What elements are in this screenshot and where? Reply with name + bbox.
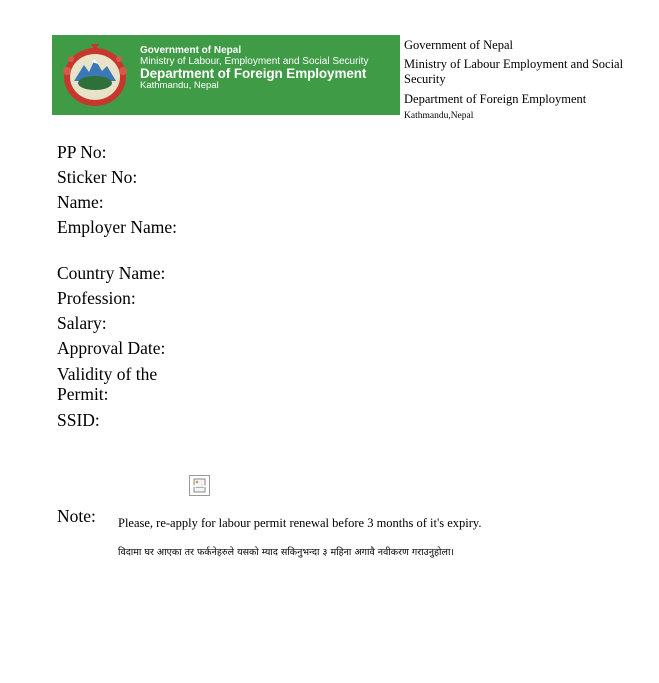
banner-government: Government of Nepal (140, 45, 242, 56)
broken-image-icon (189, 475, 210, 496)
banner-text (140, 46, 368, 91)
side-department: Department of Foreign Employment (404, 91, 587, 106)
banner-ministry: Ministry of Labour, Employment and Social Security (140, 55, 369, 67)
banner-location: Kathmandu, Nepal (140, 80, 219, 92)
note-nepali: विदामा घर आएका तर फर्कनेहरुले यसको म्याद सकिनुभन्दा ३ महिना अगावै नवीकरण गराउनुहोला। (118, 547, 455, 558)
field-employer-name: Employer Name: (57, 217, 178, 237)
side-header (404, 38, 639, 125)
field-validity: Validity of the Permit: (57, 364, 158, 404)
field-name: Name: (57, 192, 104, 212)
note-label: Note: (57, 506, 96, 526)
field-salary: Salary: (57, 313, 107, 333)
field-pp-no: PP No: (57, 142, 107, 162)
note-english: Please, re-apply for labour permit renewal before 3 months of it's expiry. (118, 516, 482, 530)
field-ssid: SSID: (57, 410, 100, 430)
side-location: Kathmandu,Nepal (404, 111, 474, 121)
permit-fields (57, 140, 177, 433)
banner-department: Department of Foreign Employment (140, 66, 367, 81)
field-approval-date: Approval Date: (57, 338, 166, 358)
side-government: Government of Nepal (404, 38, 513, 52)
field-profession: Profession: (57, 288, 136, 308)
field-sticker-no: Sticker No: (57, 167, 138, 187)
field-country-name: Country Name: (57, 263, 166, 283)
nepal-emblem-icon (58, 41, 132, 109)
side-ministry: Ministry of Labour Employment and Social Security (404, 56, 624, 86)
department-banner (52, 35, 400, 115)
